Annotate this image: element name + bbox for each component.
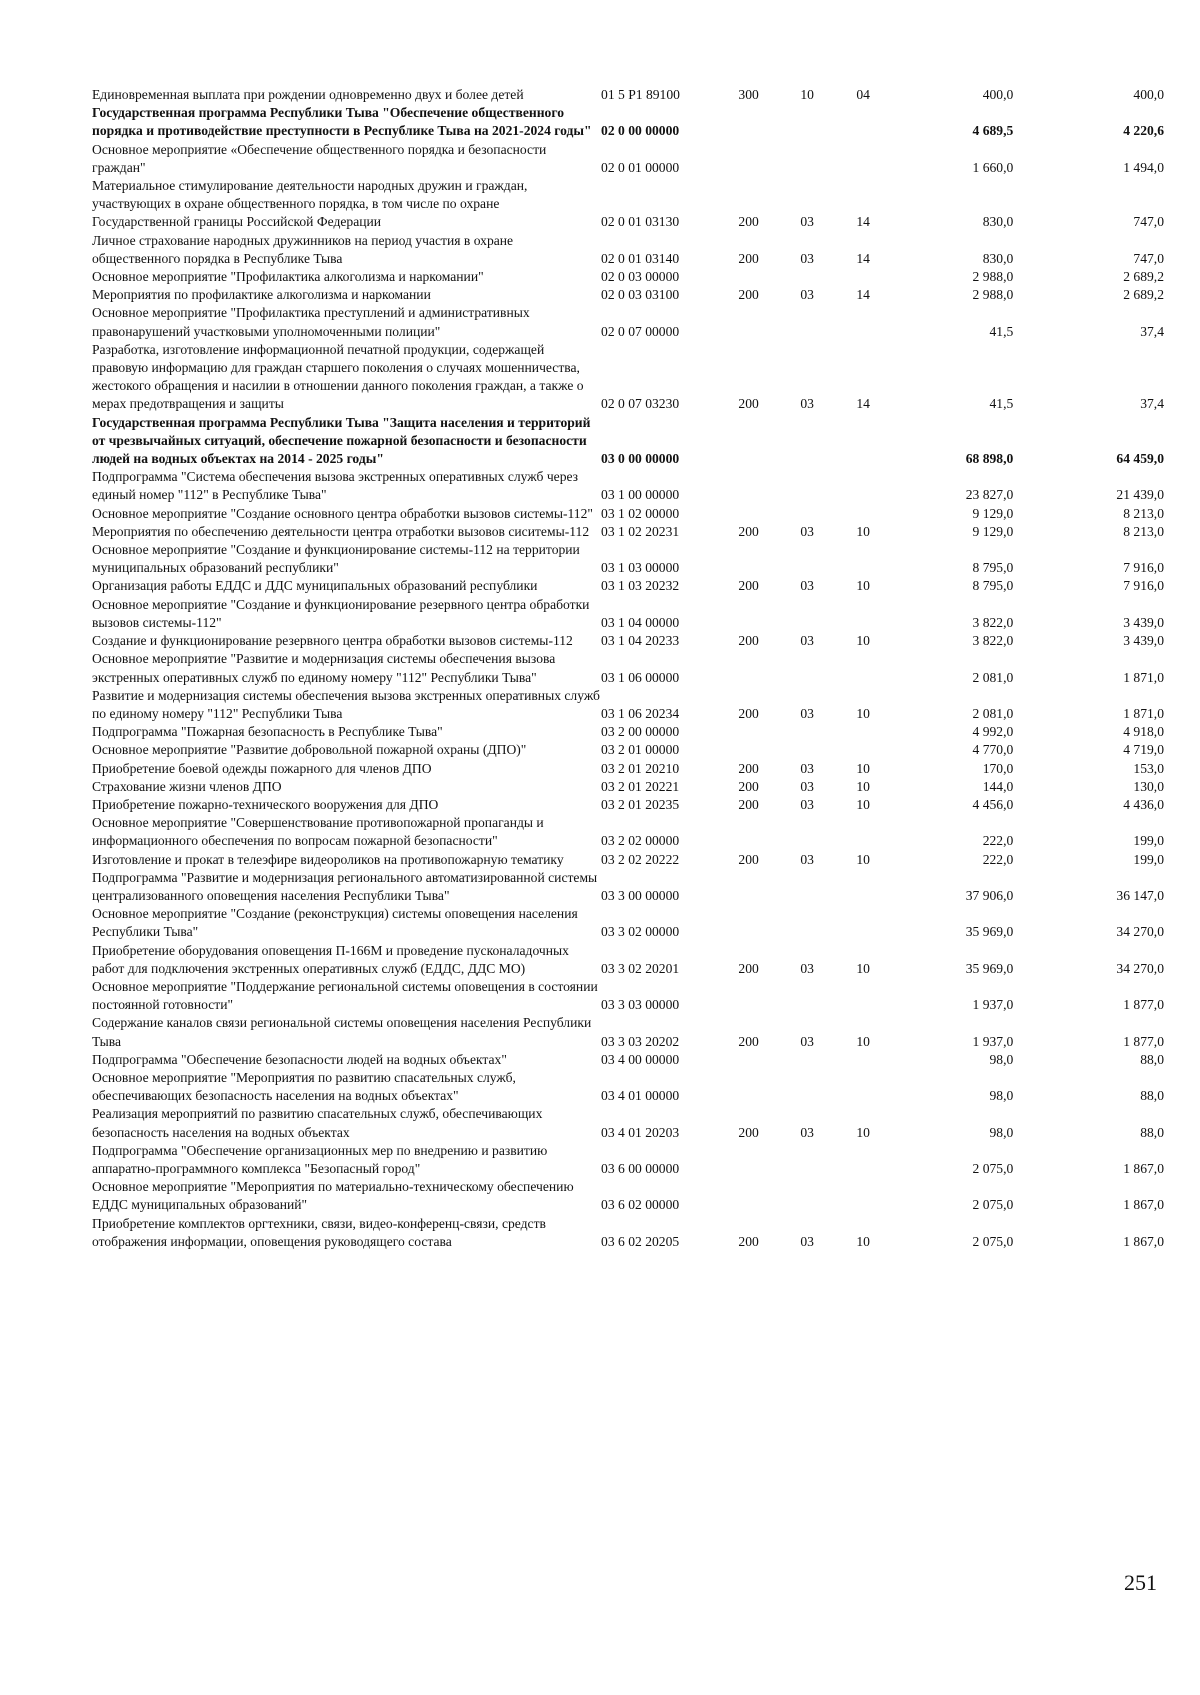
row-amount-1: 400,0 bbox=[982, 87, 1014, 102]
table-row bbox=[92, 468, 1164, 504]
row-amount-2: 400,0 bbox=[1133, 87, 1164, 102]
row-section bbox=[779, 104, 835, 140]
row-expense-type bbox=[718, 1178, 779, 1214]
row-code: 03 2 00 00000 bbox=[601, 724, 680, 740]
row-name: Основное мероприятие "Создание (реконструкция) системы оповещения населения Республики Тыва" bbox=[92, 906, 578, 940]
row-name: Подпрограмма "Обеспечение организационных мер по внедрению и развитию аппаратно-программного комплекса "Безопасный город" bbox=[92, 1142, 548, 1176]
row-amount-2: 1 494,0 bbox=[1123, 159, 1164, 175]
table-row bbox=[92, 268, 1164, 286]
table-row bbox=[92, 687, 1164, 723]
row-amount-2: 747,0 bbox=[1133, 214, 1164, 230]
row-code: 02 0 03 03100 bbox=[601, 287, 680, 303]
row-code: 03 3 03 20202 bbox=[601, 1033, 680, 1049]
row-amount-1: 2 075,0 bbox=[972, 1233, 1014, 1249]
table-row bbox=[92, 1215, 1164, 1251]
row-name: Основное мероприятие "Создание и функционирование системы-112 на территории муниципальных образований республики" bbox=[92, 542, 580, 576]
row-subsection bbox=[835, 905, 891, 941]
row-name: Основное мероприятие «Обеспечение общественного порядка и безопасности граждан" bbox=[92, 141, 547, 175]
row-section bbox=[779, 1069, 835, 1105]
row-amount-1: 9 129,0 bbox=[972, 505, 1014, 521]
table-row bbox=[92, 505, 1164, 523]
row-code: 03 0 00 00000 bbox=[601, 451, 680, 467]
row-section: 03 bbox=[800, 633, 814, 649]
row-section bbox=[779, 505, 835, 523]
row-name: Подпрограмма "Развитие и модернизация регионального автоматизированной системы централизованного оповещения населения Республики Тыва" bbox=[92, 869, 598, 903]
row-name: Разработка, изготовление информационной печатной продукции, содержащей правовую информацию для граждан старшего поколения о случаях мошенничества, жестокого обращения и насилии в отношении данного поколения граждан, а также о мерах предотвращения и защиты bbox=[92, 341, 584, 412]
row-expense-type bbox=[718, 596, 779, 632]
table-row bbox=[92, 1051, 1164, 1069]
table-row bbox=[92, 1142, 1164, 1178]
row-name: Основное мероприятие "Профилактика преступлений и административных правонарушений участковыми уполномоченными полиции" bbox=[92, 305, 530, 339]
row-amount-1: 9 129,0 bbox=[972, 523, 1014, 539]
row-subsection: 10 bbox=[856, 578, 870, 594]
row-expense-type bbox=[718, 1069, 779, 1105]
row-subsection: 14 bbox=[856, 287, 870, 303]
row-expense-type: 200 bbox=[738, 633, 759, 649]
row-subsection bbox=[835, 1051, 891, 1069]
row-amount-2: 3 439,0 bbox=[1123, 633, 1164, 649]
row-section bbox=[779, 1051, 835, 1069]
row-code: 03 1 02 20231 bbox=[601, 523, 680, 539]
row-subsection: 10 bbox=[856, 705, 870, 721]
row-amount-1: 1 937,0 bbox=[972, 997, 1014, 1013]
table-row bbox=[92, 141, 1164, 177]
row-amount-2: 8 213,0 bbox=[1123, 523, 1164, 539]
row-name: Приобретение пожарно-технического вооружения для ДПО bbox=[92, 796, 439, 812]
row-amount-2: 1 877,0 bbox=[1123, 997, 1164, 1013]
row-expense-type: 200 bbox=[738, 396, 759, 412]
row-section: 03 bbox=[800, 796, 814, 812]
row-code: 03 2 02 20222 bbox=[601, 851, 680, 867]
row-amount-1: 2 075,0 bbox=[972, 1197, 1014, 1213]
row-amount-2: 1 867,0 bbox=[1123, 1197, 1164, 1213]
row-code: 02 0 03 00000 bbox=[601, 269, 680, 285]
table-row bbox=[92, 177, 1164, 232]
row-name: Государственная программа Республики Тыва "Обеспечение общественного порядка и противодействие преступности в Республике Тыва на 2021-2024 годы" bbox=[92, 105, 592, 139]
table-row bbox=[92, 869, 1164, 905]
row-amount-2: 7 916,0 bbox=[1123, 578, 1164, 594]
row-code: 03 1 00 00000 bbox=[601, 487, 680, 503]
row-subsection: 14 bbox=[856, 214, 870, 230]
row-code: 03 1 06 20234 bbox=[601, 705, 680, 721]
row-name: Приобретение оборудования оповещения П-166М и проведение пусконаладочных работ для подключения экстренных оперативных служб (ЕДДС, ДДС МО) bbox=[92, 942, 569, 976]
row-subsection bbox=[835, 978, 891, 1014]
row-section: 03 bbox=[800, 705, 814, 721]
row-section bbox=[779, 414, 835, 469]
row-code: 03 4 01 00000 bbox=[601, 1088, 680, 1104]
table-row bbox=[92, 596, 1164, 632]
row-amount-2: 1 871,0 bbox=[1123, 705, 1164, 721]
row-subsection bbox=[835, 505, 891, 523]
row-expense-type: 200 bbox=[738, 1033, 759, 1049]
row-expense-type: 200 bbox=[738, 214, 759, 230]
row-code: 02 0 01 03140 bbox=[601, 250, 680, 266]
row-expense-type: 200 bbox=[738, 523, 759, 539]
row-amount-2: 7 916,0 bbox=[1123, 560, 1164, 576]
row-amount-2: 88,0 bbox=[1140, 1124, 1164, 1140]
row-amount-2: 3 439,0 bbox=[1123, 614, 1164, 630]
row-section bbox=[779, 596, 835, 632]
row-subsection bbox=[835, 723, 891, 741]
row-section bbox=[779, 869, 835, 905]
row-amount-1: 98,0 bbox=[989, 1124, 1014, 1140]
row-amount-1: 222,0 bbox=[982, 833, 1014, 849]
row-section: 03 bbox=[800, 523, 814, 539]
table-row bbox=[92, 577, 1164, 595]
row-code: 01 5 P1 89100 bbox=[601, 87, 680, 102]
row-amount-2: 34 270,0 bbox=[1116, 924, 1164, 940]
row-section: 03 bbox=[800, 396, 814, 412]
row-amount-2: 21 439,0 bbox=[1116, 487, 1164, 503]
row-amount-1: 35 969,0 bbox=[965, 924, 1014, 940]
table-row bbox=[92, 541, 1164, 577]
row-name: Основное мероприятие "Поддержание региональной системы оповещения в состоянии постоянной готовности" bbox=[92, 978, 598, 1013]
row-expense-type bbox=[718, 268, 779, 286]
row-section: 03 bbox=[800, 778, 814, 794]
row-name: Основное мероприятие "Мероприятия по развитию спасательных служб, обеспечивающих безопасность населения на водных объектах" bbox=[92, 1069, 516, 1104]
row-amount-1: 2 988,0 bbox=[972, 269, 1014, 285]
row-amount-1: 35 969,0 bbox=[965, 960, 1014, 976]
row-amount-2: 4 220,6 bbox=[1123, 123, 1164, 139]
table-row bbox=[92, 232, 1164, 268]
row-section: 10 bbox=[800, 87, 814, 102]
table-row bbox=[92, 778, 1164, 796]
row-expense-type: 200 bbox=[738, 796, 759, 812]
row-section bbox=[779, 814, 835, 850]
row-amount-1: 41,5 bbox=[989, 323, 1014, 339]
row-expense-type bbox=[718, 650, 779, 686]
row-subsection: 10 bbox=[856, 523, 870, 539]
row-section bbox=[779, 741, 835, 759]
row-expense-type bbox=[718, 304, 779, 340]
row-section: 03 bbox=[800, 1033, 814, 1049]
row-subsection bbox=[835, 304, 891, 340]
row-name: Изготовление и прокат в телеэфире видеороликов на противопожарную тематику bbox=[92, 851, 564, 867]
row-amount-1: 98,0 bbox=[989, 1051, 1014, 1067]
row-amount-1: 41,5 bbox=[989, 396, 1014, 412]
row-subsection bbox=[835, 268, 891, 286]
table-row bbox=[92, 632, 1164, 650]
row-subsection bbox=[835, 468, 891, 504]
row-code: 03 3 02 20201 bbox=[601, 960, 680, 976]
row-subsection: 10 bbox=[856, 796, 870, 812]
row-code: 03 2 02 00000 bbox=[601, 833, 680, 849]
row-amount-2: 4 719,0 bbox=[1123, 742, 1164, 758]
table-row bbox=[92, 760, 1164, 778]
row-expense-type bbox=[718, 1142, 779, 1178]
row-amount-1: 8 795,0 bbox=[972, 560, 1014, 576]
row-amount-1: 37 906,0 bbox=[965, 887, 1014, 903]
row-subsection bbox=[835, 596, 891, 632]
row-amount-1: 2 081,0 bbox=[972, 705, 1014, 721]
table-row bbox=[92, 523, 1164, 541]
row-subsection: 10 bbox=[856, 633, 870, 649]
page-number: 251 bbox=[1124, 1570, 1157, 1595]
row-subsection: 10 bbox=[856, 778, 870, 794]
row-subsection bbox=[835, 104, 891, 140]
row-expense-type: 200 bbox=[738, 1233, 759, 1249]
row-name: Основное мероприятие "Создание и функционирование резервного центра обработки вызовов системы-112" bbox=[92, 596, 590, 630]
row-section bbox=[779, 304, 835, 340]
row-amount-2: 2 689,2 bbox=[1123, 287, 1164, 303]
row-amount-2: 64 459,0 bbox=[1116, 451, 1164, 467]
row-expense-type: 200 bbox=[738, 851, 759, 867]
row-subsection: 10 bbox=[856, 851, 870, 867]
row-expense-type bbox=[718, 978, 779, 1014]
row-expense-type bbox=[718, 141, 779, 177]
row-code: 03 3 03 00000 bbox=[601, 997, 680, 1013]
row-section bbox=[779, 650, 835, 686]
row-amount-2: 36 147,0 bbox=[1116, 887, 1164, 903]
row-name: Личное страхование народных дружинников на период участия в охране общественного порядка в Республике Тыва bbox=[92, 232, 514, 266]
row-amount-1: 98,0 bbox=[989, 1088, 1014, 1104]
row-name: Основное мероприятие "Совершенствование противопожарной пропаганды и информационного обеспечения по вопросам пожарной безопасности" bbox=[92, 815, 544, 849]
row-amount-2: 1 867,0 bbox=[1123, 1233, 1164, 1249]
row-section bbox=[779, 905, 835, 941]
row-section bbox=[779, 268, 835, 286]
row-amount-2: 2 689,2 bbox=[1123, 269, 1164, 285]
row-amount-1: 3 822,0 bbox=[972, 614, 1014, 630]
row-amount-2: 4 436,0 bbox=[1123, 796, 1164, 812]
row-code: 03 3 00 00000 bbox=[601, 887, 680, 903]
table-row bbox=[92, 650, 1164, 686]
row-name: Подпрограмма "Обеспечение безопасности людей на водных объектах" bbox=[92, 1051, 507, 1067]
row-code: 03 1 04 20233 bbox=[601, 633, 680, 649]
table-row bbox=[92, 796, 1164, 814]
row-amount-1: 8 795,0 bbox=[972, 578, 1014, 594]
row-subsection bbox=[835, 1178, 891, 1214]
row-subsection bbox=[835, 414, 891, 469]
row-expense-type: 200 bbox=[738, 1124, 759, 1140]
row-section bbox=[779, 1178, 835, 1214]
row-amount-2: 8 213,0 bbox=[1123, 505, 1164, 521]
row-code: 02 0 07 03230 bbox=[601, 396, 680, 412]
row-name: Основное мероприятие "Создание основного центра обработки вызовов системы-112" bbox=[92, 505, 593, 521]
row-expense-type: 300 bbox=[738, 87, 759, 102]
row-code: 03 2 01 20235 bbox=[601, 796, 680, 812]
row-subsection: 10 bbox=[856, 960, 870, 976]
row-subsection bbox=[835, 869, 891, 905]
row-code: 03 1 04 00000 bbox=[601, 614, 680, 630]
row-subsection bbox=[835, 814, 891, 850]
row-name: Мероприятия по профилактике алкоголизма и наркомании bbox=[92, 287, 431, 303]
row-amount-1: 68 898,0 bbox=[965, 451, 1014, 467]
row-amount-1: 2 988,0 bbox=[972, 287, 1014, 303]
row-section bbox=[779, 1142, 835, 1178]
row-code: 03 6 02 20205 bbox=[601, 1233, 680, 1249]
row-code: 02 0 00 00000 bbox=[601, 123, 680, 139]
row-subsection: 04 bbox=[856, 87, 870, 102]
table-row bbox=[92, 104, 1164, 140]
row-section: 03 bbox=[800, 578, 814, 594]
row-amount-2: 88,0 bbox=[1140, 1088, 1164, 1104]
row-amount-2: 747,0 bbox=[1133, 250, 1164, 266]
table-row bbox=[92, 814, 1164, 850]
row-subsection: 10 bbox=[856, 1124, 870, 1140]
table-row bbox=[92, 1178, 1164, 1214]
row-expense-type bbox=[718, 104, 779, 140]
row-name: Развитие и модернизация системы обеспечения вызова экстренных оперативных служб по единому номеру "112" Республики Тыва bbox=[92, 687, 600, 721]
table-row bbox=[92, 942, 1164, 978]
row-expense-type bbox=[718, 1051, 779, 1069]
row-amount-2: 1 867,0 bbox=[1123, 1160, 1164, 1176]
row-amount-2: 199,0 bbox=[1133, 833, 1164, 849]
row-amount-1: 830,0 bbox=[982, 250, 1014, 266]
row-subsection bbox=[835, 741, 891, 759]
row-code: 03 2 01 00000 bbox=[601, 742, 680, 758]
row-expense-type bbox=[718, 814, 779, 850]
row-expense-type bbox=[718, 905, 779, 941]
row-name: Основное мероприятие "Профилактика алкоголизма и наркомании" bbox=[92, 269, 484, 285]
row-code: 03 1 06 00000 bbox=[601, 669, 680, 685]
row-expense-type: 200 bbox=[738, 778, 759, 794]
row-subsection bbox=[835, 1069, 891, 1105]
row-section: 03 bbox=[800, 851, 814, 867]
budget-table bbox=[92, 86, 1164, 1251]
row-code: 03 4 01 20203 bbox=[601, 1124, 680, 1140]
row-amount-2: 1 877,0 bbox=[1123, 1033, 1164, 1049]
row-name: Основное мероприятие "Развитие добровольной пожарной охраны (ДПО)" bbox=[92, 742, 527, 758]
row-section: 03 bbox=[800, 1233, 814, 1249]
row-subsection bbox=[835, 541, 891, 577]
row-code: 03 6 02 00000 bbox=[601, 1197, 680, 1213]
row-amount-2: 34 270,0 bbox=[1116, 960, 1164, 976]
row-name: Реализация мероприятий по развитию спасательных служб, обеспечивающих безопасность населения на водных объектах bbox=[92, 1106, 543, 1140]
row-amount-1: 4 456,0 bbox=[972, 796, 1014, 812]
row-name: Организация работы ЕДДС и ДДС муниципальных образований республики bbox=[92, 578, 538, 594]
row-section: 03 bbox=[800, 1124, 814, 1140]
row-code: 03 3 02 00000 bbox=[601, 924, 680, 940]
table-row bbox=[92, 978, 1164, 1014]
row-expense-type bbox=[718, 468, 779, 504]
table-row bbox=[92, 286, 1164, 304]
row-section bbox=[779, 141, 835, 177]
row-name: Приобретение комплектов оргтехники, связи, видео-конференц-связи, средств отображения информации, оповещения руководящего состава bbox=[92, 1215, 546, 1249]
row-section: 03 bbox=[800, 287, 814, 303]
row-amount-2: 153,0 bbox=[1133, 760, 1164, 776]
row-name: Содержание каналов связи региональной системы оповещения населения Республики Тыва bbox=[92, 1015, 592, 1049]
row-section bbox=[779, 468, 835, 504]
row-amount-1: 4 770,0 bbox=[972, 742, 1014, 758]
row-amount-1: 144,0 bbox=[982, 778, 1014, 794]
row-name: Основное мероприятие "Развитие и модернизация системы обеспечения вызова экстренных оперативных служб по единому номеру "112" Республики Тыва" bbox=[92, 651, 556, 685]
table-row bbox=[92, 304, 1164, 340]
row-expense-type: 200 bbox=[738, 705, 759, 721]
row-expense-type bbox=[718, 505, 779, 523]
row-subsection: 10 bbox=[856, 1033, 870, 1049]
row-expense-type bbox=[718, 869, 779, 905]
row-code: 03 1 02 00000 bbox=[601, 505, 680, 521]
row-amount-2: 88,0 bbox=[1140, 1051, 1164, 1067]
row-amount-1: 222,0 bbox=[982, 851, 1014, 867]
table-row bbox=[92, 905, 1164, 941]
row-code: 03 2 01 20221 bbox=[601, 778, 680, 794]
row-name: Создание и функционирование резервного центра обработки вызовов системы-112 bbox=[92, 633, 573, 649]
row-amount-1: 23 827,0 bbox=[965, 487, 1014, 503]
row-amount-2: 199,0 bbox=[1133, 851, 1164, 867]
table-row bbox=[92, 851, 1164, 869]
row-expense-type: 200 bbox=[738, 760, 759, 776]
row-section: 03 bbox=[800, 250, 814, 266]
row-amount-2: 37,4 bbox=[1140, 396, 1164, 412]
row-subsection: 14 bbox=[856, 250, 870, 266]
table-row bbox=[92, 86, 1164, 104]
row-subsection: 10 bbox=[856, 760, 870, 776]
row-amount-1: 2 081,0 bbox=[972, 669, 1014, 685]
row-section: 03 bbox=[800, 214, 814, 230]
row-section bbox=[779, 723, 835, 741]
row-code: 03 1 03 00000 bbox=[601, 560, 680, 576]
row-expense-type: 200 bbox=[738, 287, 759, 303]
row-amount-1: 4 689,5 bbox=[972, 123, 1014, 139]
row-expense-type: 200 bbox=[738, 578, 759, 594]
table-row bbox=[92, 741, 1164, 759]
row-subsection bbox=[835, 1142, 891, 1178]
row-name: Подпрограмма "Пожарная безопасность в Республике Тыва" bbox=[92, 724, 443, 740]
row-name: Приобретение боевой одежды пожарного для членов ДПО bbox=[92, 760, 432, 776]
row-amount-2: 1 871,0 bbox=[1123, 669, 1164, 685]
row-name: Государственная программа Республики Тыва "Защита населения и территорий от чрезвычайных ситуаций, обеспечение пожарной безопасности и безопасности людей на водных объектах на 2014 - 2025 годы" bbox=[92, 414, 591, 467]
row-code: 03 2 01 20210 bbox=[601, 760, 680, 776]
row-amount-2: 4 918,0 bbox=[1123, 724, 1164, 740]
table-row bbox=[92, 414, 1164, 469]
row-section bbox=[779, 541, 835, 577]
row-expense-type bbox=[718, 414, 779, 469]
row-expense-type: 200 bbox=[738, 960, 759, 976]
row-name: Материальное стимулирование деятельности народных дружин и граждан, участвующих в охране общественного порядка, в том числе по охране Государственной границы Российской Федерации bbox=[92, 178, 528, 230]
row-expense-type bbox=[718, 723, 779, 741]
row-section bbox=[779, 978, 835, 1014]
row-code: 03 4 00 00000 bbox=[601, 1051, 680, 1067]
table-row bbox=[92, 1105, 1164, 1141]
table-row bbox=[92, 723, 1164, 741]
row-name: Мероприятия по обеспечению деятельности центра отработки вызовов сиситемы-112 bbox=[92, 523, 590, 539]
row-code: 02 0 01 03130 bbox=[601, 214, 680, 230]
row-amount-1: 3 822,0 bbox=[972, 633, 1014, 649]
row-name: Основное мероприятие "Мероприятия по материально-техническому обеспечению ЕДДС муниципальных образований" bbox=[92, 1179, 574, 1213]
row-code: 02 0 01 00000 bbox=[601, 159, 680, 175]
row-name: Единовременная выплата при рождении одновременно двух и более детей bbox=[92, 87, 524, 102]
row-amount-2: 130,0 bbox=[1133, 778, 1164, 794]
budget-table-body bbox=[92, 86, 1164, 1251]
row-subsection: 14 bbox=[856, 396, 870, 412]
row-section: 03 bbox=[800, 960, 814, 976]
row-amount-1: 1 937,0 bbox=[972, 1033, 1014, 1049]
row-code: 03 1 03 20232 bbox=[601, 578, 680, 594]
row-amount-1: 830,0 bbox=[982, 214, 1014, 230]
row-amount-2: 37,4 bbox=[1140, 323, 1164, 339]
row-expense-type bbox=[718, 541, 779, 577]
row-amount-1: 1 660,0 bbox=[972, 159, 1014, 175]
table-row bbox=[92, 1014, 1164, 1050]
row-subsection bbox=[835, 650, 891, 686]
row-amount-1: 170,0 bbox=[982, 760, 1014, 776]
row-subsection bbox=[835, 141, 891, 177]
row-code: 03 6 00 00000 bbox=[601, 1160, 680, 1176]
row-amount-1: 4 992,0 bbox=[972, 724, 1014, 740]
row-code: 02 0 07 00000 bbox=[601, 323, 680, 339]
row-subsection: 10 bbox=[856, 1233, 870, 1249]
table-row bbox=[92, 1069, 1164, 1105]
row-expense-type bbox=[718, 741, 779, 759]
row-section: 03 bbox=[800, 760, 814, 776]
row-amount-1: 2 075,0 bbox=[972, 1160, 1014, 1176]
row-expense-type: 200 bbox=[738, 250, 759, 266]
table-row bbox=[92, 341, 1164, 414]
row-name: Подпрограмма "Система обеспечения вызова экстренных оперативных служб через единый номер "112" в Республике Тыва" bbox=[92, 469, 579, 503]
row-name: Страхование жизни членов ДПО bbox=[92, 778, 282, 794]
